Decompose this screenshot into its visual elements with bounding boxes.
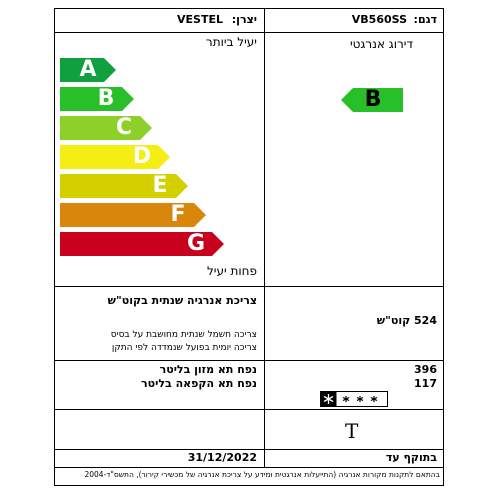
valid-until-label: בתוקף עד xyxy=(385,451,437,464)
scale-divider xyxy=(55,286,443,287)
current-rating-letter: B xyxy=(364,87,382,112)
consumption-divider xyxy=(55,360,443,361)
consumption-title: צריכת אנרגיה שנתית בקוט"ש xyxy=(107,294,257,307)
efficiency-letter-f: F xyxy=(170,202,186,227)
most-efficient-label: יעיל ביותר xyxy=(205,35,257,49)
freezer-star-rating-icon xyxy=(320,391,388,411)
efficiency-arrow-e xyxy=(60,174,188,198)
header-divider xyxy=(55,32,443,33)
energy-rating-title: דירוג אנרגטי xyxy=(349,37,413,51)
valid-until-date: 31/12/2022 xyxy=(187,451,257,464)
efficiency-letter-a: A xyxy=(79,57,97,82)
efficiency-letter-b: B xyxy=(97,86,115,111)
least-efficient-label: פחות יעיל xyxy=(206,264,257,278)
efficiency-arrow-b xyxy=(60,87,134,111)
efficiency-arrow-shape-c xyxy=(60,116,152,140)
consumption-note-line1: צריכה חשמל שנתית מחושבת על בסיס xyxy=(110,330,257,340)
energy-label xyxy=(54,8,444,486)
consumption-value: 524 קוט"ש xyxy=(376,314,437,327)
model-value: VB560SS xyxy=(351,13,407,26)
efficiency-letter-d: D xyxy=(132,144,152,169)
model-label: דגם: xyxy=(413,13,437,26)
validity-column-divider xyxy=(264,449,265,467)
efficiency-letter-e: E xyxy=(152,173,168,198)
efficiency-letter-g: G xyxy=(186,231,206,256)
efficiency-arrow-c xyxy=(60,116,152,140)
validity-divider xyxy=(55,467,443,468)
fresh-volume-value: 396 xyxy=(414,363,437,376)
efficiency-arrow-g xyxy=(60,232,224,256)
efficiency-arrow-a xyxy=(60,58,116,82)
climate-divider xyxy=(55,449,443,450)
regulation-footer: בהתאם לתקנות מקורות אנרגיה (התייעלות אנרגטית ומידע על צריכת אנרגיה של מכשירי קירור), התשס"ד-2004 xyxy=(84,470,440,479)
column-divider xyxy=(264,9,265,449)
efficiency-letter-c: C xyxy=(115,115,133,140)
freezer-volume-label: נפח תא הקפאה בליטר xyxy=(141,377,257,390)
current-rating-arrow xyxy=(341,88,403,112)
efficiency-arrow-d xyxy=(60,145,170,169)
maker-label: יצרן: xyxy=(231,13,257,26)
maker-value: VESTEL xyxy=(177,13,223,26)
consumption-note-line2: צריכה יומית בפועל שנמדדה לפי התקן xyxy=(111,343,257,353)
fresh-volume-label: נפח תא מזון בליטר xyxy=(159,363,257,376)
climate-class-symbol: T xyxy=(345,419,359,443)
freezer-volume-value: 117 xyxy=(414,377,437,390)
efficiency-arrow-f xyxy=(60,203,206,227)
